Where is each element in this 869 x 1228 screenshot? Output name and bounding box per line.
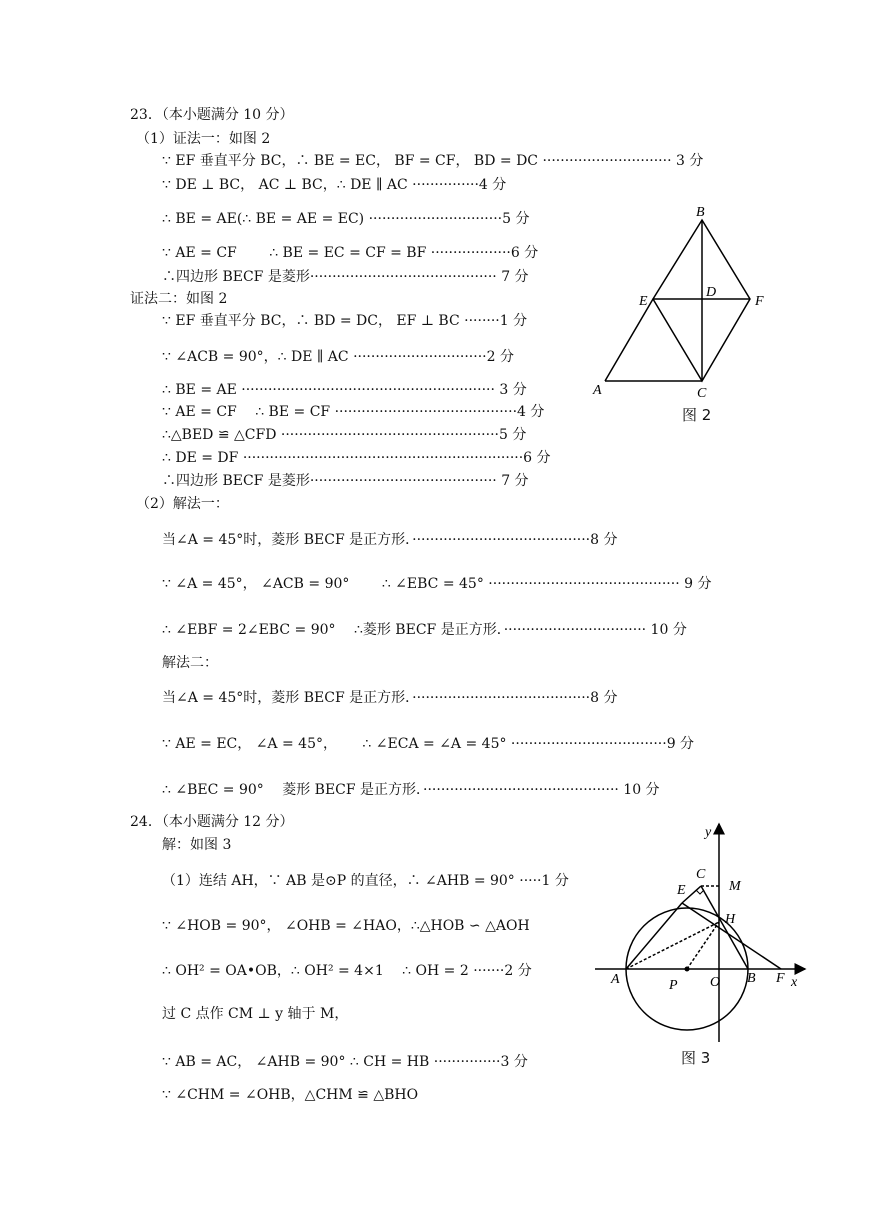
text-line: ∵ AE = CF ∴ BE = CF ·········································4 分	[162, 404, 545, 420]
right-angle-mark	[696, 890, 704, 894]
segment-ae	[626, 903, 682, 969]
label-d: D	[706, 285, 717, 300]
text-line: ∵ ∠CHM = ∠OHB，△CHM ≌ △BHO	[162, 1087, 419, 1103]
label-c: C	[697, 386, 707, 400]
label-o: O	[710, 975, 721, 990]
text-line: ∵ EF 垂直平分 BC，∴ BD = DC， EF ⊥ BC ········1 分	[162, 313, 528, 329]
text-line: ∵ AE = EC， ∠A = 45°， ∴ ∠ECA = ∠A = 45° ···································9 分	[162, 736, 695, 752]
figure-3	[595, 820, 815, 1045]
text-line: 当∠A = 45°时，菱形 BECF 是正方形．········································8 分	[162, 690, 618, 706]
text-line: 当∠A = 45°时，菱形 BECF 是正方形．········································8 分	[162, 532, 618, 548]
figure-2	[585, 200, 775, 400]
text-line: （1）证法一：如图 2	[136, 131, 271, 147]
text-line: ∴ DE = DF ·······························································6 分	[162, 450, 551, 466]
text-line: ∵ ∠ACB = 90°，∴ DE ∥ AC ······························2 分	[162, 349, 514, 365]
text-line: ∵ DE ⊥ BC， AC ⊥ BC，∴ DE ∥ AC ···············4 分	[162, 177, 507, 193]
label-p: P	[669, 978, 678, 993]
text-line: 24．（本小题满分 12 分）	[130, 814, 294, 830]
text-line: ∵ ∠HOB = 90°， ∠OHB = ∠HAO，∴△HOB ∽ △AOH	[162, 918, 530, 934]
text-line: （1）连结 AH，∵ AB 是⊙P 的直径，∴ ∠AHB = 90° ·····1 分	[162, 873, 569, 889]
label-e: E	[639, 294, 648, 309]
label-a: A	[611, 972, 620, 987]
point-p	[685, 967, 690, 972]
figure-2-caption: 图 2	[682, 406, 712, 424]
text-line: （2）解法一：	[136, 496, 229, 512]
text-line: 解：如图 3	[162, 837, 232, 853]
text-line: ∴四边形 BECF 是菱形·········································· 7 分	[162, 269, 529, 285]
text-line: ∵ ∠A = 45°， ∠ACB = 90° ∴ ∠EBC = 45° ··········································· 9 分	[162, 576, 712, 592]
label-e: E	[677, 883, 686, 898]
text-line: ∴△BED ≌ △CFD ·················································5 分	[162, 427, 527, 443]
text-line: ∵ AB = AC， ∠AHB = 90° ∴ CH = HB ···············3 分	[162, 1054, 528, 1070]
text-line: ∴四边形 BECF 是菱形·········································· 7 分	[162, 473, 529, 489]
text-line: ∴ OH² = OA•OB，∴ OH² = 4×1 ∴ OH = 2 ·······2 分	[162, 963, 532, 979]
segment-ae	[605, 299, 653, 381]
label-x: x	[791, 975, 798, 990]
text-line: ∴ ∠BEC = 90° 菱形 BECF 是正方形．············································ 10 分	[162, 782, 660, 798]
figure-3-svg	[595, 820, 815, 1045]
label-m: M	[729, 879, 741, 894]
segment-ph	[687, 922, 719, 969]
label-b: B	[696, 205, 705, 220]
label-c: C	[696, 867, 706, 882]
figure-2-svg	[585, 200, 775, 400]
text-line: ∵ EF 垂直平分 BC，∴ BE = EC， BF = CF， BD = DC ····························· 3 分	[162, 153, 704, 169]
text-line: ∴ BE = AE(∴ BE = AE = EC) ······························5 分	[162, 211, 530, 227]
label-f: F	[776, 971, 785, 986]
text-line: ∴ BE = AE ························································· 3 分	[162, 382, 527, 398]
text-line: 23．（本小题满分 10 分）	[130, 107, 294, 123]
label-h: H	[725, 912, 736, 927]
label-a: A	[593, 383, 602, 398]
text-line: 过 C 点作 CM ⊥ y 轴于 M，	[162, 1006, 349, 1022]
label-f: F	[755, 294, 764, 309]
text-line: ∴ ∠EBF = 2∠EBC = 90° ∴菱形 BECF 是正方形．································ 10 分	[162, 622, 687, 638]
text-line: ∵ AE = CF ∴ BE = EC = CF = BF ··················6 分	[162, 245, 539, 261]
figure-3-caption: 图 3	[681, 1049, 711, 1067]
label-b: B	[747, 971, 756, 986]
label-y: y	[705, 825, 712, 840]
text-line: 解法二：	[162, 655, 218, 671]
text-line: 证法二：如图 2	[130, 291, 228, 307]
